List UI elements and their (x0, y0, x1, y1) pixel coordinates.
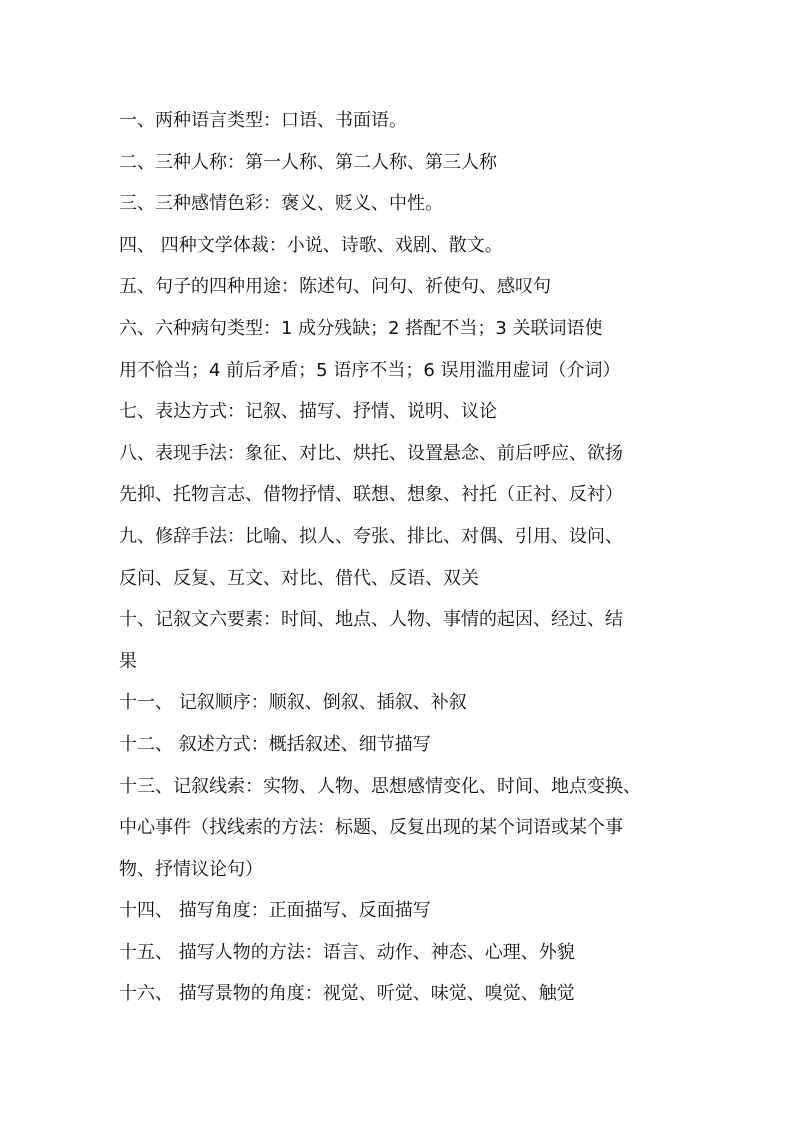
text-line: 物、抒情议论句） (119, 858, 263, 880)
text-line: 用不恰当；4 前后矛盾；5 语序不当；6 误用滥用虚词（介词） (119, 359, 621, 381)
text-line: 四、 四种文学体裁：小说、诗歌、戏剧、散文。 (119, 234, 503, 256)
text-line: 果 (119, 650, 137, 672)
text-line: 一、两种语言类型：口语、书面语。 (119, 110, 407, 131)
document-body (119, 100, 694, 1015)
text-line: 十五、 描写人物的方法：语言、动作、神态、心理、外貌 (119, 941, 575, 963)
text-line: 二、三种人称：第一人称、第二人称、第三人称 (119, 151, 497, 173)
text-line: 反问、反复、互文、对比、借代、反语、双关 (119, 567, 479, 589)
text-line: 十一、 记叙顺序：顺叙、倒叙、插叙、补叙 (119, 692, 467, 714)
text-line: 十、记叙文六要素：时间、地点、人物、事情的起因、经过、结 (119, 609, 623, 631)
text-line: 六、六种病句类型：1 成分残缺；2 搭配不当；3 关联词语使 (119, 317, 603, 339)
text-line: 三、三种感情色彩：褒义、贬义、中性。 (119, 193, 443, 215)
text-line: 七、表达方式：记叙、描写、抒情、说明、议论 (119, 401, 497, 423)
text-line: 中心事件（找线索的方法：标题、反复出现的某个词语或某个事 (119, 817, 623, 839)
text-line: 十四、 描写角度：正面描写、反面描写 (119, 900, 431, 922)
text-line: 十二、 叙述方式：概括叙述、细节描写 (119, 733, 431, 755)
text-line: 五、句子的四种用途：陈述句、问句、祈使句、感叹句 (119, 276, 551, 298)
text-line: 十三、记叙线索：实物、人物、思想感情变化、时间、地点变换、 (119, 775, 641, 797)
text-line: 先抑、托物言志、借物抒情、联想、想象、衬托（正衬、反衬） (119, 484, 623, 506)
text-line: 九、修辞手法：比喻、拟人、夸张、排比、对偶、引用、设问、 (119, 525, 623, 547)
text-line: 八、表现手法：象征、对比、烘托、设置悬念、前后呼应、欲扬 (119, 442, 623, 464)
text-line: 十六、 描写景物的角度：视觉、听觉、味觉、嗅觉、触觉 (119, 983, 575, 1005)
